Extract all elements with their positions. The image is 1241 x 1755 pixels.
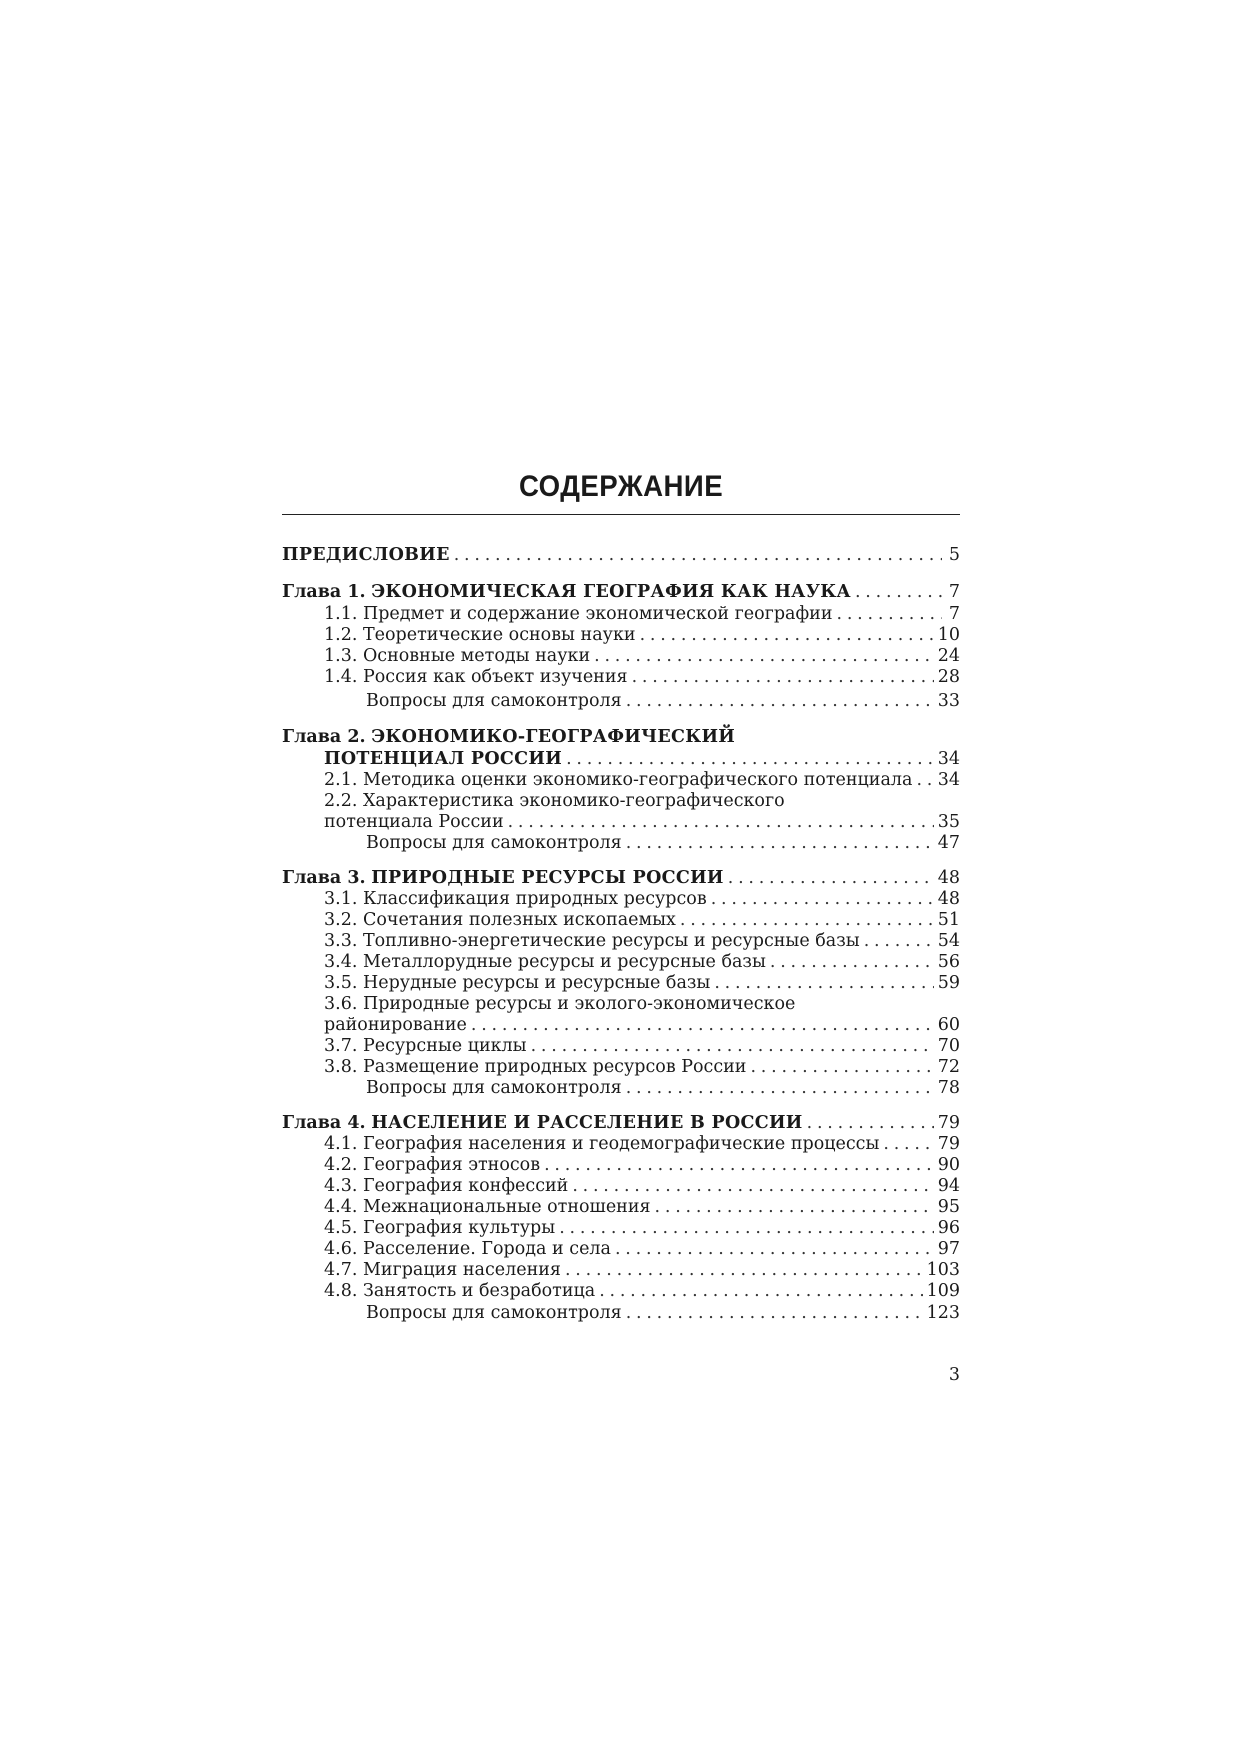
toc-entry-label: 4.7. Миграция населения [324, 1260, 561, 1280]
dot-leader [566, 748, 934, 770]
toc-page-number: 48 [937, 889, 960, 909]
dot-leader [615, 1238, 934, 1260]
toc-item-2-1[interactable] [282, 769, 960, 791]
dot-leader [626, 690, 934, 712]
toc-page-number: 54 [937, 931, 960, 951]
toc-questions-2[interactable] [282, 832, 960, 854]
dot-leader [855, 581, 942, 603]
chapter-prefix: Глава 3. [282, 868, 366, 888]
toc-page-number: 90 [937, 1155, 960, 1175]
toc-item-1-1[interactable] [282, 603, 960, 625]
toc-item-3-5[interactable] [282, 972, 960, 994]
toc-entry-label: 3.7. Ресурсные циклы [324, 1036, 527, 1056]
toc-page-number: 94 [937, 1176, 960, 1196]
dot-leader [655, 1196, 934, 1218]
toc-entry-label-continued: потенциала России [324, 812, 504, 832]
toc-page-number: 103 [926, 1260, 960, 1280]
toc-page-number: 24 [937, 646, 960, 666]
toc-page-number: 5 [948, 545, 960, 565]
chapter-title-continued: ПОТЕНЦИАЛ РОССИИ [324, 749, 563, 769]
toc-page-number: 28 [937, 667, 960, 687]
toc-item-4-3[interactable] [282, 1175, 960, 1197]
toc-item-3-7[interactable] [282, 1035, 960, 1057]
toc-questions-4[interactable] [282, 1302, 960, 1324]
title-divider [282, 514, 960, 515]
dot-leader [916, 769, 933, 791]
toc-item-1-4[interactable] [282, 666, 960, 688]
toc-page-number: 48 [937, 868, 960, 888]
toc-page-number: 70 [937, 1036, 960, 1056]
toc-page-number: 60 [937, 1015, 960, 1035]
toc-chapter-2-line1[interactable] [282, 726, 960, 748]
dot-leader [626, 832, 934, 854]
toc-page-number: 97 [937, 1239, 960, 1259]
toc-entry-label: Вопросы для самоконтроля [366, 691, 622, 711]
dot-leader [565, 1259, 923, 1281]
dot-leader [531, 1035, 934, 1057]
toc-item-4-5[interactable] [282, 1217, 960, 1239]
dot-leader [714, 972, 933, 994]
toc-entry-preface[interactable] [282, 544, 960, 566]
toc-item-4-8[interactable] [282, 1280, 960, 1302]
dot-leader [594, 645, 934, 667]
toc-entry-label: 4.8. Занятость и безработица [324, 1281, 596, 1301]
dot-leader [626, 1077, 934, 1099]
toc-item-4-1[interactable] [282, 1133, 960, 1155]
toc-entry-label: 1.2. Теоретические основы науки [324, 625, 636, 645]
toc-item-3-3[interactable] [282, 930, 960, 952]
toc-page-number: 95 [937, 1197, 960, 1217]
toc-page-number: 34 [937, 749, 960, 769]
toc-item-3-1[interactable] [282, 888, 960, 910]
toc-entry-label: 4.4. Межнациональные отношения [324, 1197, 651, 1217]
toc-page-number: 79 [937, 1134, 960, 1154]
dot-leader [559, 1217, 934, 1239]
toc-chapter-4[interactable] [282, 1112, 960, 1134]
toc-chapter-1[interactable] [282, 581, 960, 603]
toc-entry-label: 1.4. Россия как объект изучения [324, 667, 628, 687]
dot-leader [750, 1056, 933, 1078]
toc-page-number: 33 [937, 691, 960, 711]
toc-entry-label: 1.3. Основные методы науки [324, 646, 591, 666]
toc-item-3-6-line2[interactable] [282, 1014, 960, 1036]
toc-item-1-2[interactable] [282, 624, 960, 646]
toc-page-number: 123 [926, 1303, 960, 1323]
toc-entry-label: 2.1. Методика оценки экономико-географического потенциала [324, 770, 913, 790]
dot-leader [770, 951, 934, 973]
toc-entry-label: Вопросы для самоконтроля [366, 833, 622, 853]
toc-item-2-2-line2[interactable] [282, 811, 960, 833]
toc-entry-label: 3.3. Топливно-энергетические ресурсы и ресурсные базы [324, 931, 860, 951]
dot-leader [599, 1280, 922, 1302]
toc-entry-label: ПРЕДИСЛОВИЕ [282, 545, 450, 565]
toc-item-4-7[interactable] [282, 1259, 960, 1281]
toc-questions-3[interactable] [282, 1077, 960, 1099]
chapter-title: ПРИРОДНЫЕ РЕСУРСЫ РОССИИ [371, 868, 724, 888]
dot-leader [728, 867, 934, 889]
toc-page-number: 59 [937, 973, 960, 993]
toc-entry-label: 4.6. Расселение. Города и села [324, 1239, 611, 1259]
dot-leader [711, 888, 934, 910]
chapter-title: НАСЕЛЕНИЕ И РАССЕЛЕНИЕ В РОССИИ [371, 1113, 803, 1133]
toc-chapter-2-line2[interactable] [282, 748, 960, 770]
toc-entry-label: 4.1. География населения и геодемографические процессы [324, 1134, 880, 1154]
toc-entry-label: 3.5. Нерудные ресурсы и ресурсные базы [324, 973, 711, 993]
chapter-prefix: Глава 1. [282, 582, 366, 602]
toc-page-number: 51 [937, 910, 960, 930]
toc-entry-label: Вопросы для самоконтроля [366, 1078, 622, 1098]
page-title: СОДЕРЖАНИЕ [518, 470, 724, 503]
dot-leader [632, 666, 934, 688]
toc-page-number: 34 [937, 770, 960, 790]
toc-page-number: 79 [937, 1113, 960, 1133]
toc-page-number: 7 [948, 582, 960, 602]
dot-leader [471, 1014, 934, 1036]
toc-item-3-6-line1[interactable] [282, 993, 960, 1015]
toc-item-3-8[interactable] [282, 1056, 960, 1078]
chapter-prefix: Глава 2. [282, 727, 366, 747]
toc-page-number: 78 [937, 1078, 960, 1098]
toc-page-number: 56 [937, 952, 960, 972]
dot-leader [864, 930, 934, 952]
dot-leader [544, 1154, 934, 1176]
toc-entry-label: 4.3. География конфессий [324, 1176, 569, 1196]
dot-leader [454, 544, 942, 566]
toc-item-4-6[interactable] [282, 1238, 960, 1260]
toc-chapter-3[interactable] [282, 867, 960, 889]
toc-page-number: 96 [937, 1218, 960, 1238]
toc-item-2-2-line1[interactable] [282, 790, 960, 812]
chapter-title: ЭКОНОМИЧЕСКАЯ ГЕОГРАФИЯ КАК НАУКА [371, 582, 851, 602]
dot-leader [626, 1302, 923, 1324]
toc-entry-label: Вопросы для самоконтроля [366, 1303, 622, 1323]
toc-item-1-3[interactable] [282, 645, 960, 667]
toc-page-number: 109 [926, 1281, 960, 1301]
dot-leader [883, 1133, 933, 1155]
toc-entry-label: 3.4. Металлорудные ресурсы и ресурсные базы [324, 952, 766, 972]
toc-entry-label: 3.1. Классификация природных ресурсов [324, 889, 707, 909]
toc-entry-label: 3.6. Природные ресурсы и эколого-экономическое [324, 994, 796, 1014]
toc-item-3-4[interactable] [282, 951, 960, 973]
toc-item-3-2[interactable] [282, 909, 960, 931]
chapter-prefix: Глава 4. [282, 1113, 366, 1133]
toc-entry-label: 3.2. Сочетания полезных ископаемых [324, 910, 676, 930]
toc-page-number: 35 [937, 812, 960, 832]
toc-entry-label: 1.1. Предмет и содержание экономической географии [324, 604, 833, 624]
toc-entry-label-continued: районирование [324, 1015, 467, 1035]
dot-leader [640, 624, 934, 646]
toc-page-number: 72 [937, 1057, 960, 1077]
toc-page-number: 47 [937, 833, 960, 853]
dot-leader [807, 1112, 934, 1134]
toc-entry-label: 4.2. География этносов [324, 1155, 541, 1175]
toc-item-4-4[interactable] [282, 1196, 960, 1218]
toc-page-number: 7 [948, 604, 960, 624]
toc-questions-1[interactable] [282, 690, 960, 712]
toc-entry-label: 4.5. География культуры [324, 1218, 556, 1238]
dot-leader [837, 603, 942, 625]
page-number: 3 [948, 1365, 960, 1385]
chapter-title: ЭКОНОМИКО-ГЕОГРАФИЧЕСКИЙ [371, 727, 736, 747]
dot-leader [680, 909, 934, 931]
toc-entry-label: 2.2. Характеристика экономико-географического [324, 791, 785, 811]
toc-page-number: 10 [937, 625, 960, 645]
toc-entry-label: 3.8. Размещение природных ресурсов России [324, 1057, 747, 1077]
toc-item-4-2[interactable] [282, 1154, 960, 1176]
dot-leader [508, 811, 934, 833]
dot-leader [572, 1175, 933, 1197]
